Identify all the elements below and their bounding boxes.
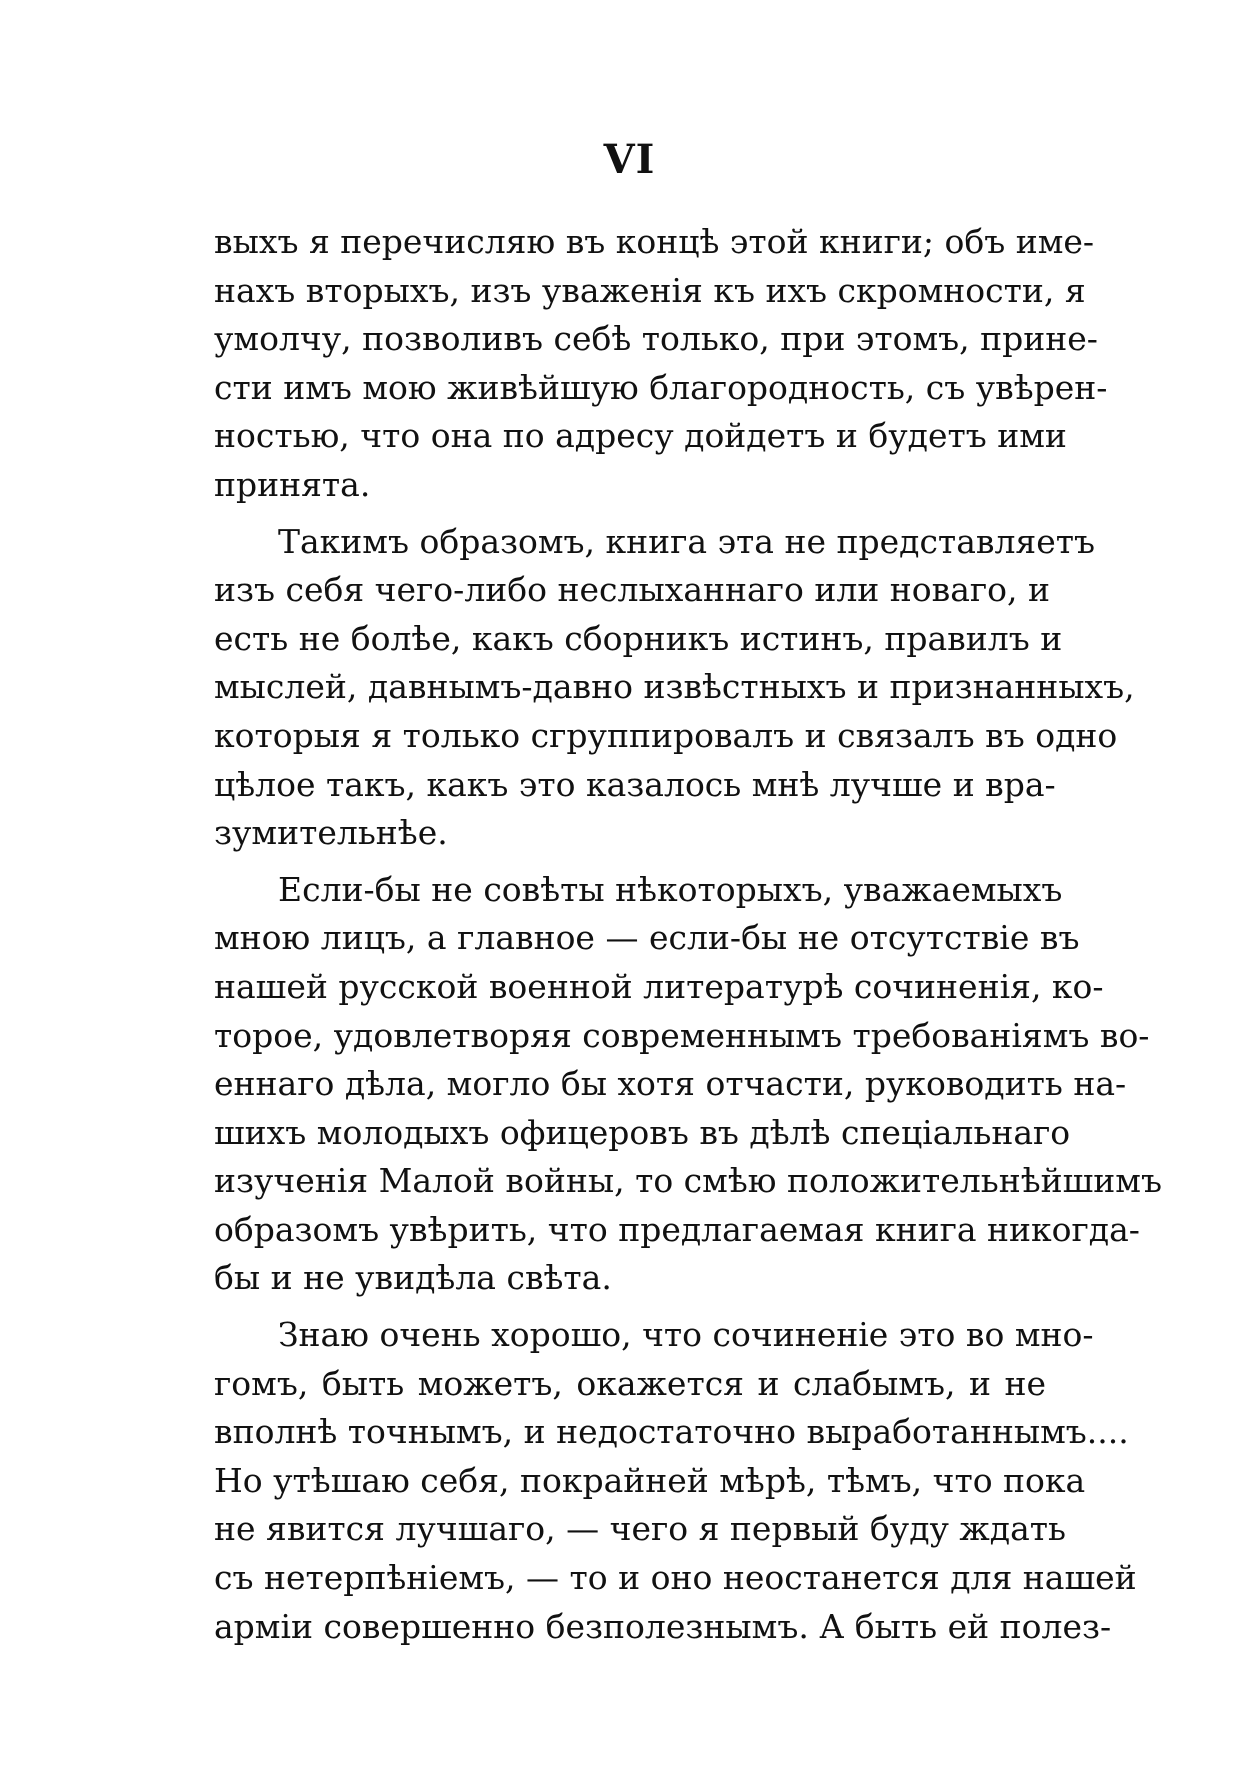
paragraph [214,518,1135,858]
text-line: Такимъ образомъ, книга эта не представляетъ [278,521,1096,561]
text-line: изъ себя чего-либо неслыханнаго или новаго, и [214,570,1051,610]
text-line: Если-бы не совѣты нѣкоторыхъ, уважаемыхъ [278,869,1063,909]
body-text [214,218,1162,1651]
text-line: зумительнѣе. [214,813,448,853]
text-line: Знаю очень хорошо, что сочиненіе это во мно- [278,1315,1094,1355]
paragraph [214,1311,1137,1651]
text-line: вполнѣ точнымъ, и недостаточно выработаннымъ.... [214,1412,1129,1452]
text-line: цѣлое такъ, какъ это казалось мнѣ лучше и вра- [214,764,1056,804]
text-line: ностью, что она по адресу дойдетъ и будетъ ими [214,416,1067,456]
text-line: которыя я только сгруппировалъ и связалъ въ одно [214,715,1118,755]
paragraph [214,218,1108,510]
text-line: шихъ молодыхъ офицеровъ въ дѣлѣ спеціальнаго [214,1112,1071,1152]
text-line: мною лицъ, а главное — если-бы не отсутствіе въ [214,918,1080,958]
text-line: Но утѣшаю себя, покрайней мѣрѣ, тѣмъ, что пока [214,1460,1086,1500]
text-line: сти имъ мою живѣйшую благородность, съ увѣрен- [214,367,1108,407]
text-line: торое, удовлетворяя современнымъ требованіямъ во- [214,1015,1150,1055]
text-line: умолчу, позволивъ себѣ только, при этомъ, прине- [214,319,1098,359]
text-line: съ нетерпѣніемъ, — то и оно неостанется для нашей [214,1558,1137,1598]
text-line: выхъ я перечисляю въ концѣ этой книги; объ име- [214,222,1095,261]
text-line: бы и не увидѣла свѣта. [214,1258,612,1298]
text-line: гомъ, быть можетъ, окажется и слабымъ, и не [214,1363,1046,1403]
text-line: еннаго дѣла, могло бы хотя отчасти, руководить на- [214,1064,1127,1104]
text-line: нахъ вторыхъ, изъ уваженія къ ихъ скромности, я [214,270,1086,310]
text-line: образомъ увѣрить, что предлагаемая книга никогда- [214,1209,1140,1249]
text-line: изученія Малой войны, то смѣю положительнѣйшимъ [214,1161,1162,1201]
text-line: нашей русской военной литературѣ сочиненія, ко- [214,966,1104,1006]
text-line: принята. [214,464,371,504]
text-line: есть не болѣе, какъ сборникъ истинъ, правилъ и [214,618,1063,658]
text-line: мыслей, давнымъ-давно извѣстныхъ и признанныхъ, [214,667,1135,707]
text-line: арміи совершенно безполезнымъ. А быть ей полез- [214,1606,1112,1646]
page-number: VI [603,136,656,183]
text-line: не явится лучшаго, — чего я первый буду ждать [214,1509,1066,1549]
paragraph [214,866,1162,1303]
